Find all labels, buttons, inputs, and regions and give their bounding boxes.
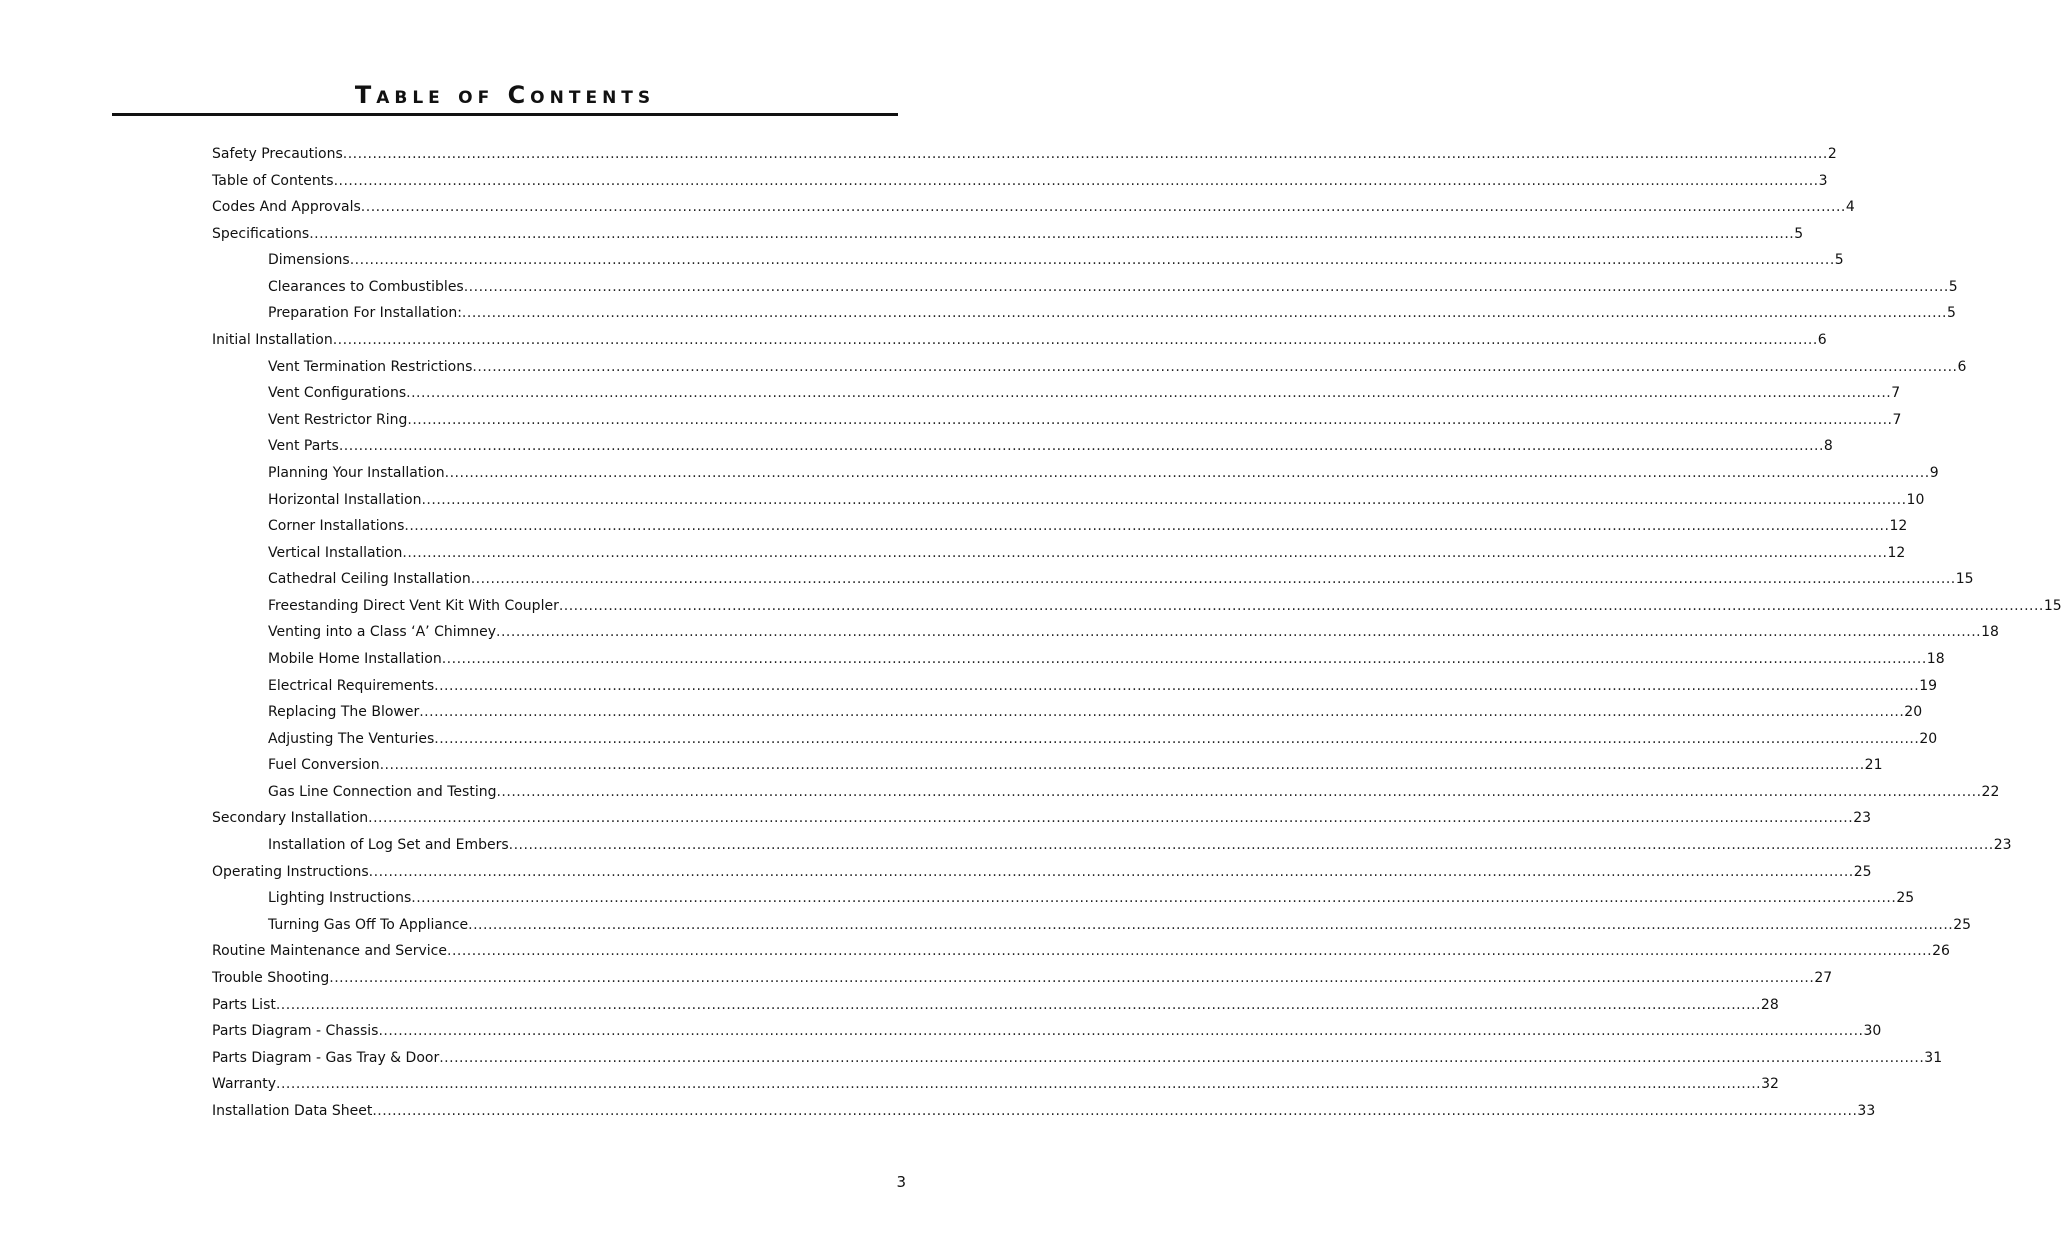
- toc-subentry[interactable]: [212, 566, 1974, 593]
- toc-subentry[interactable]: [212, 247, 1844, 274]
- toc-entry-label: Electrical Requirements: [268, 677, 435, 694]
- toc-entry-label: Lighting Instructions: [268, 890, 412, 907]
- toc-entry-label: Safety Precautions: [212, 146, 343, 162]
- toc-entry[interactable]: [212, 805, 1872, 832]
- toc-entry-page: 27: [1814, 969, 1833, 986]
- title-underline: [112, 113, 898, 116]
- toc-leader-dots: ............................................................................................................................................................................................................................................................................................................: [407, 411, 1893, 428]
- toc-leader-dots: ............................................................................................................................................................................................................................................................................................................: [470, 571, 1956, 588]
- toc-entry-page: 15: [1955, 571, 1974, 588]
- toc-entry-page: 18: [1981, 624, 1999, 641]
- toc-leader-dots: ............................................................................................................................................................................................................................................................................................................: [379, 757, 1865, 774]
- toc-leader-dots: ............................................................................................................................................................................................................................................................................................................: [338, 438, 1824, 455]
- toc-subentry[interactable]: [212, 779, 2000, 806]
- toc-leader-dots: ............................................................................................................................................................................................................................................................................................................: [333, 172, 1819, 189]
- toc-leader-dots: ............................................................................................................................................................................................................................................................................................................: [496, 783, 1982, 800]
- toc-leader-dots: ............................................................................................................................................................................................................................................................................................................: [419, 704, 1905, 721]
- toc-entry-label: Cathedral Ceiling Installation: [268, 571, 471, 588]
- toc-leader-dots: ............................................................................................................................................................................................................................................................................................................: [372, 1102, 1858, 1119]
- toc-subentry[interactable]: [212, 540, 1906, 567]
- toc-entry-label: Planning Your Installation: [268, 464, 445, 481]
- toc-subentry[interactable]: [212, 593, 2062, 620]
- toc-entry[interactable]: [212, 1071, 1779, 1098]
- toc-entry-page: 7: [1891, 385, 1901, 402]
- toc-subentry[interactable]: [212, 726, 1938, 753]
- toc-entry-page: 9: [1929, 464, 1939, 481]
- toc-leader-dots: ............................................................................................................................................................................................................................................................................................................: [444, 464, 1930, 481]
- toc-leader-dots: ............................................................................................................................................................................................................................................................................................................: [368, 810, 1854, 827]
- toc-entry-label: Installation of Log Set and Embers: [268, 837, 509, 854]
- toc-entry-label: Operating Instructions: [212, 863, 369, 880]
- toc-entry-label: Installation Data Sheet: [212, 1102, 373, 1119]
- toc-leader-dots: ............................................................................................................................................................................................................................................................................................................: [558, 597, 2044, 614]
- toc-entry-label: Trouble Shooting: [212, 969, 330, 986]
- toc-entry-label: Dimensions: [268, 252, 350, 269]
- toc-entry-page: 22: [1981, 783, 2000, 800]
- toc-leader-dots: ............................................................................................................................................................................................................................................................................................................: [378, 1023, 1864, 1040]
- toc-leader-dots: ............................................................................................................................................................................................................................................................................................................: [472, 358, 1958, 375]
- toc-entry-label: Vent Termination Restrictions: [268, 358, 473, 375]
- toc-subentry[interactable]: [212, 673, 1938, 700]
- toc-entry[interactable]: [212, 859, 1872, 886]
- toc-entry[interactable]: [212, 141, 1837, 168]
- toc-entry-label: Table of Contents: [212, 172, 334, 189]
- toc-entry[interactable]: [212, 938, 1950, 965]
- toc-leader-dots: ............................................................................................................................................................................................................................................................................................................: [463, 278, 1949, 295]
- toc-entry[interactable]: [212, 965, 1833, 992]
- toc-leader-dots: ............................................................................................................................................................................................................................................................................................................: [439, 1049, 1925, 1066]
- toc-subentry[interactable]: [212, 354, 1967, 381]
- table-of-contents: [212, 141, 2062, 1124]
- toc-entry[interactable]: [212, 992, 1779, 1019]
- toc-entry-page: 3: [1818, 172, 1828, 189]
- toc-entry[interactable]: [212, 168, 1828, 195]
- toc-subentry[interactable]: [212, 699, 1923, 726]
- toc-entry[interactable]: [212, 1018, 1882, 1045]
- toc-leader-dots: ............................................................................................................................................................................................................................................................................................................: [496, 624, 1982, 641]
- toc-entry-page: 5: [1834, 252, 1844, 269]
- toc-leader-dots: ............................................................................................................................................................................................................................................................................................................: [434, 730, 1920, 747]
- toc-leader-dots: ............................................................................................................................................................................................................................................................................................................: [342, 146, 1828, 162]
- toc-subentry[interactable]: [212, 885, 1915, 912]
- toc-subentry[interactable]: [212, 274, 1958, 301]
- toc-subentry[interactable]: [212, 752, 1883, 779]
- toc-subentry[interactable]: [212, 646, 1945, 673]
- toc-entry-page: 12: [1889, 518, 1908, 535]
- toc-entry-page: 25: [1896, 890, 1915, 907]
- toc-entry-label: Gas Line Connection and Testing: [268, 783, 497, 800]
- toc-entry-label: Mobile Home Installation: [268, 650, 442, 667]
- toc-entry-label: Secondary Installation: [212, 810, 369, 827]
- toc-leader-dots: ............................................................................................................................................................................................................................................................................................................: [402, 544, 1888, 561]
- toc-entry-label: Parts Diagram - Gas Tray & Door: [212, 1049, 440, 1066]
- toc-leader-dots: ............................................................................................................................................................................................................................................................................................................: [461, 305, 1947, 322]
- toc-entry-page: 20: [1904, 704, 1923, 721]
- toc-entry-page: 30: [1863, 1023, 1882, 1040]
- toc-entry-label: Vent Configurations: [268, 385, 407, 402]
- toc-entry-page: 12: [1887, 544, 1906, 561]
- toc-entry-label: Initial Installation: [212, 332, 333, 349]
- toc-entry-label: Venting into a Class ‘A’ Chimney: [268, 624, 497, 641]
- toc-entry[interactable]: [212, 221, 1804, 248]
- toc-subentry[interactable]: [212, 433, 1833, 460]
- toc-leader-dots: ............................................................................................................................................................................................................................................................................................................: [447, 943, 1933, 960]
- toc-entry-label: Preparation For Installation:: [268, 305, 462, 322]
- toc-entry-page: 5: [1948, 278, 1958, 295]
- toc-entry-label: Parts List: [212, 996, 276, 1013]
- toc-entry-page: 8: [1823, 438, 1833, 455]
- toc-entry-label: Routine Maintenance and Service: [212, 943, 447, 960]
- toc-entry-page: 21: [1864, 757, 1883, 774]
- toc-entry-page: 4: [1845, 199, 1855, 216]
- toc-entry-label: Freestanding Direct Vent Kit With Coupler: [268, 597, 559, 614]
- toc-leader-dots: ............................................................................................................................................................................................................................................................................................................: [441, 650, 1927, 667]
- toc-entry-page: 23: [1993, 837, 2012, 854]
- toc-subentry[interactable]: [212, 832, 2012, 859]
- toc-leader-dots: ............................................................................................................................................................................................................................................................................................................: [276, 1076, 1762, 1093]
- toc-leader-dots: ............................................................................................................................................................................................................................................................................................................: [275, 996, 1761, 1013]
- toc-entry-label: Fuel Conversion: [268, 757, 380, 774]
- page-title: Table of Contents: [354, 81, 656, 109]
- toc-leader-dots: ............................................................................................................................................................................................................................................................................................................: [434, 677, 1920, 694]
- toc-leader-dots: ............................................................................................................................................................................................................................................................................................................: [411, 890, 1897, 907]
- toc-leader-dots: ............................................................................................................................................................................................................................................................................................................: [404, 518, 1890, 535]
- toc-entry-page: 20: [1919, 730, 1938, 747]
- toc-subentry[interactable]: [212, 513, 1908, 540]
- toc-subentry[interactable]: [212, 619, 1999, 646]
- toc-entry-page: 25: [1953, 916, 1972, 933]
- toc-entry-page: 6: [1817, 332, 1827, 349]
- toc-entry-page: 7: [1892, 411, 1902, 428]
- toc-entry-page: 19: [1919, 677, 1938, 694]
- toc-leader-dots: ............................................................................................................................................................................................................................................................................................................: [468, 916, 1954, 933]
- toc-entry[interactable]: [212, 327, 1827, 354]
- toc-entry-page: 10: [1906, 491, 1925, 508]
- toc-entry-page: 25: [1853, 863, 1872, 880]
- toc-entry-label: Warranty: [212, 1076, 277, 1093]
- toc-leader-dots: ............................................................................................................................................................................................................................................................................................................: [406, 385, 1892, 402]
- toc-subentry[interactable]: [212, 487, 1925, 514]
- toc-entry-page: 32: [1761, 1076, 1779, 1093]
- toc-leader-dots: ............................................................................................................................................................................................................................................................................................................: [508, 837, 1994, 854]
- toc-entry-page: 5: [1946, 305, 1956, 322]
- toc-entry-label: Vertical Installation: [268, 544, 403, 561]
- toc-entry-label: Adjusting The Venturies: [268, 730, 435, 747]
- toc-subentry[interactable]: [212, 380, 1901, 407]
- toc-entry[interactable]: [212, 1045, 1943, 1072]
- page-number: 3: [896, 1173, 906, 1191]
- toc-entry-page: 15: [2043, 597, 2062, 614]
- toc-entry-label: Parts Diagram - Chassis: [212, 1023, 379, 1040]
- toc-leader-dots: ............................................................................................................................................................................................................................................................................................................: [349, 252, 1835, 269]
- toc-entry-label: Horizontal Installation: [268, 491, 422, 508]
- toc-entry-page: 31: [1924, 1049, 1943, 1066]
- toc-entry-page: 26: [1932, 943, 1950, 960]
- toc-entry-label: Replacing The Blower: [268, 704, 420, 721]
- toc-entry-page: 33: [1857, 1102, 1876, 1119]
- toc-entry-label: Turning Gas Off To Appliance: [268, 916, 469, 933]
- toc-subentry[interactable]: [212, 407, 1902, 434]
- toc-entry-label: Vent Restrictor Ring: [268, 411, 408, 428]
- toc-entry-label: Codes And Approvals: [212, 199, 361, 216]
- toc-leader-dots: ............................................................................................................................................................................................................................................................................................................: [368, 863, 1854, 880]
- toc-entry-page: 6: [1957, 358, 1967, 375]
- toc-subentry[interactable]: [212, 460, 1939, 487]
- toc-entry-label: Vent Parts: [268, 438, 339, 455]
- toc-leader-dots: ............................................................................................................................................................................................................................................................................................................: [332, 332, 1818, 349]
- toc-leader-dots: ............................................................................................................................................................................................................................................................................................................: [360, 199, 1846, 216]
- toc-subentry[interactable]: [212, 912, 1972, 939]
- toc-leader-dots: ............................................................................................................................................................................................................................................................................................................: [421, 491, 1907, 508]
- toc-entry-page: 18: [1926, 650, 1945, 667]
- toc-subentry[interactable]: [212, 300, 1956, 327]
- toc-entry-label: Specifications: [212, 225, 310, 242]
- toc-entry-page: 5: [1794, 225, 1804, 242]
- toc-entry-page: 2: [1827, 146, 1837, 162]
- toc-entry[interactable]: [212, 1098, 1876, 1125]
- toc-entry-label: Corner Installations: [268, 518, 405, 535]
- toc-entry[interactable]: [212, 194, 1855, 221]
- toc-entry-label: Clearances to Combustibles: [268, 278, 464, 295]
- toc-entry-page: 28: [1760, 996, 1779, 1013]
- toc-leader-dots: ............................................................................................................................................................................................................................................................................................................: [329, 969, 1815, 986]
- toc-leader-dots: ............................................................................................................................................................................................................................................................................................................: [309, 225, 1795, 242]
- toc-entry-page: 23: [1853, 810, 1872, 827]
